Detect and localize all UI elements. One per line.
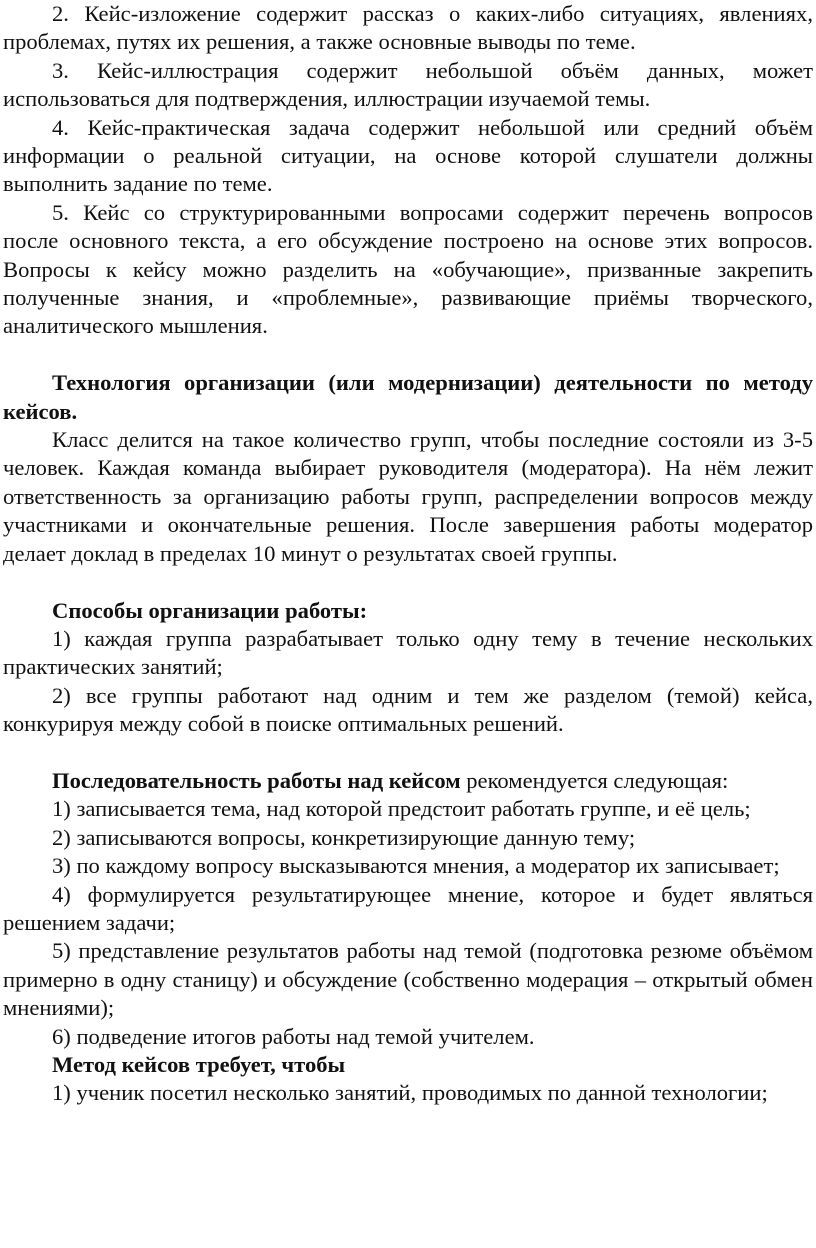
- list-item-method-2: 2) все группы работают над одним и тем же разделом (темой) кейса, конкурируя между собой в поиске оптимальных решений.: [3, 682, 813, 737]
- list-item-step-6: 6) подведение итогов работы над темой учителем.: [52, 1023, 535, 1049]
- list-item-requirement-1: 1) ученик посетил несколько занятий, проводимых по данной технологии;: [52, 1080, 768, 1106]
- heading-technology: Технология организации (или модернизации) деятельности по методу кейсов.: [3, 370, 813, 424]
- spacer: [3, 341, 813, 369]
- paragraph-case-structured-questions: 5. Кейс со структурированными вопросами содержит перечень вопросов после основного текста, а его обсуждение построено на основе этих вопросов. Вопросы к кейсу можно разделить на «обучающие», призванные закрепить полученные знания, и «проблемные», развивающие приёмы творческого, аналитического мышления.: [3, 199, 813, 339]
- paragraph-technology: Класс делится на такое количество групп, чтобы последние состояли из 3-5 человек. Каждая команда выбирает руководителя (модератора). На нём лежит ответственность за организацию работы групп, распределении вопросов между участниками и окончательные решения. После завершения работы модератор делает доклад в пределах 10 минут о результатах своей группы.: [3, 427, 813, 566]
- paragraph-case-practical-task: 4. Кейс-практическая задача содержит небольшой или средний объём информации о реальной ситуации, на основе которой слушатели должны выполнить задание по теме.: [3, 114, 813, 197]
- heading-sequence-rest: рекомендуется следующая:: [460, 767, 729, 793]
- list-item-step-2: 2) записываются вопросы, конкретизирующие данную тему;: [52, 824, 636, 850]
- spacer: [3, 739, 813, 767]
- spacer: [3, 568, 813, 596]
- list-item-step-5: 5) представление результатов работы над темой (подготовка резюме объёмом примерно в одну станицу) и обсуждение (собственно модерация – открытый обмен мнениями);: [3, 938, 813, 1021]
- list-item-step-4: 4) формулируется результатирующее мнение, которое и будет являться решением задачи;: [3, 881, 813, 935]
- heading-sequence: [3, 767, 813, 795]
- heading-methods: Способы организации работы:: [52, 597, 368, 623]
- heading-sequence-bold: Последовательность работы над кейсом: [52, 767, 461, 793]
- list-item-step-3: 3) по каждому вопросу высказываются мнения, а модератор их записывает;: [52, 853, 780, 879]
- heading-requirements: Метод кейсов требует, чтобы: [52, 1051, 346, 1077]
- document-page: [3, 0, 813, 1108]
- list-item-method-1: 1) каждая группа разрабатывает только одну тему в течение нескольких практических занятий;: [3, 625, 813, 680]
- list-item-step-1: 1) записывается тема, над которой предстоит работать группе, и её цель;: [52, 796, 751, 822]
- paragraph-case-narrative: 2. Кейс-изложение содержит рассказ о каких-либо ситуациях, явлениях, проблемах, путях их решения, а также основные выводы по теме.: [3, 1, 813, 55]
- paragraph-case-illustration: 3. Кейс-иллюстрация содержит небольшой объём данных, может использоваться для подтверждения, иллюстрации изучаемой темы.: [3, 57, 813, 112]
